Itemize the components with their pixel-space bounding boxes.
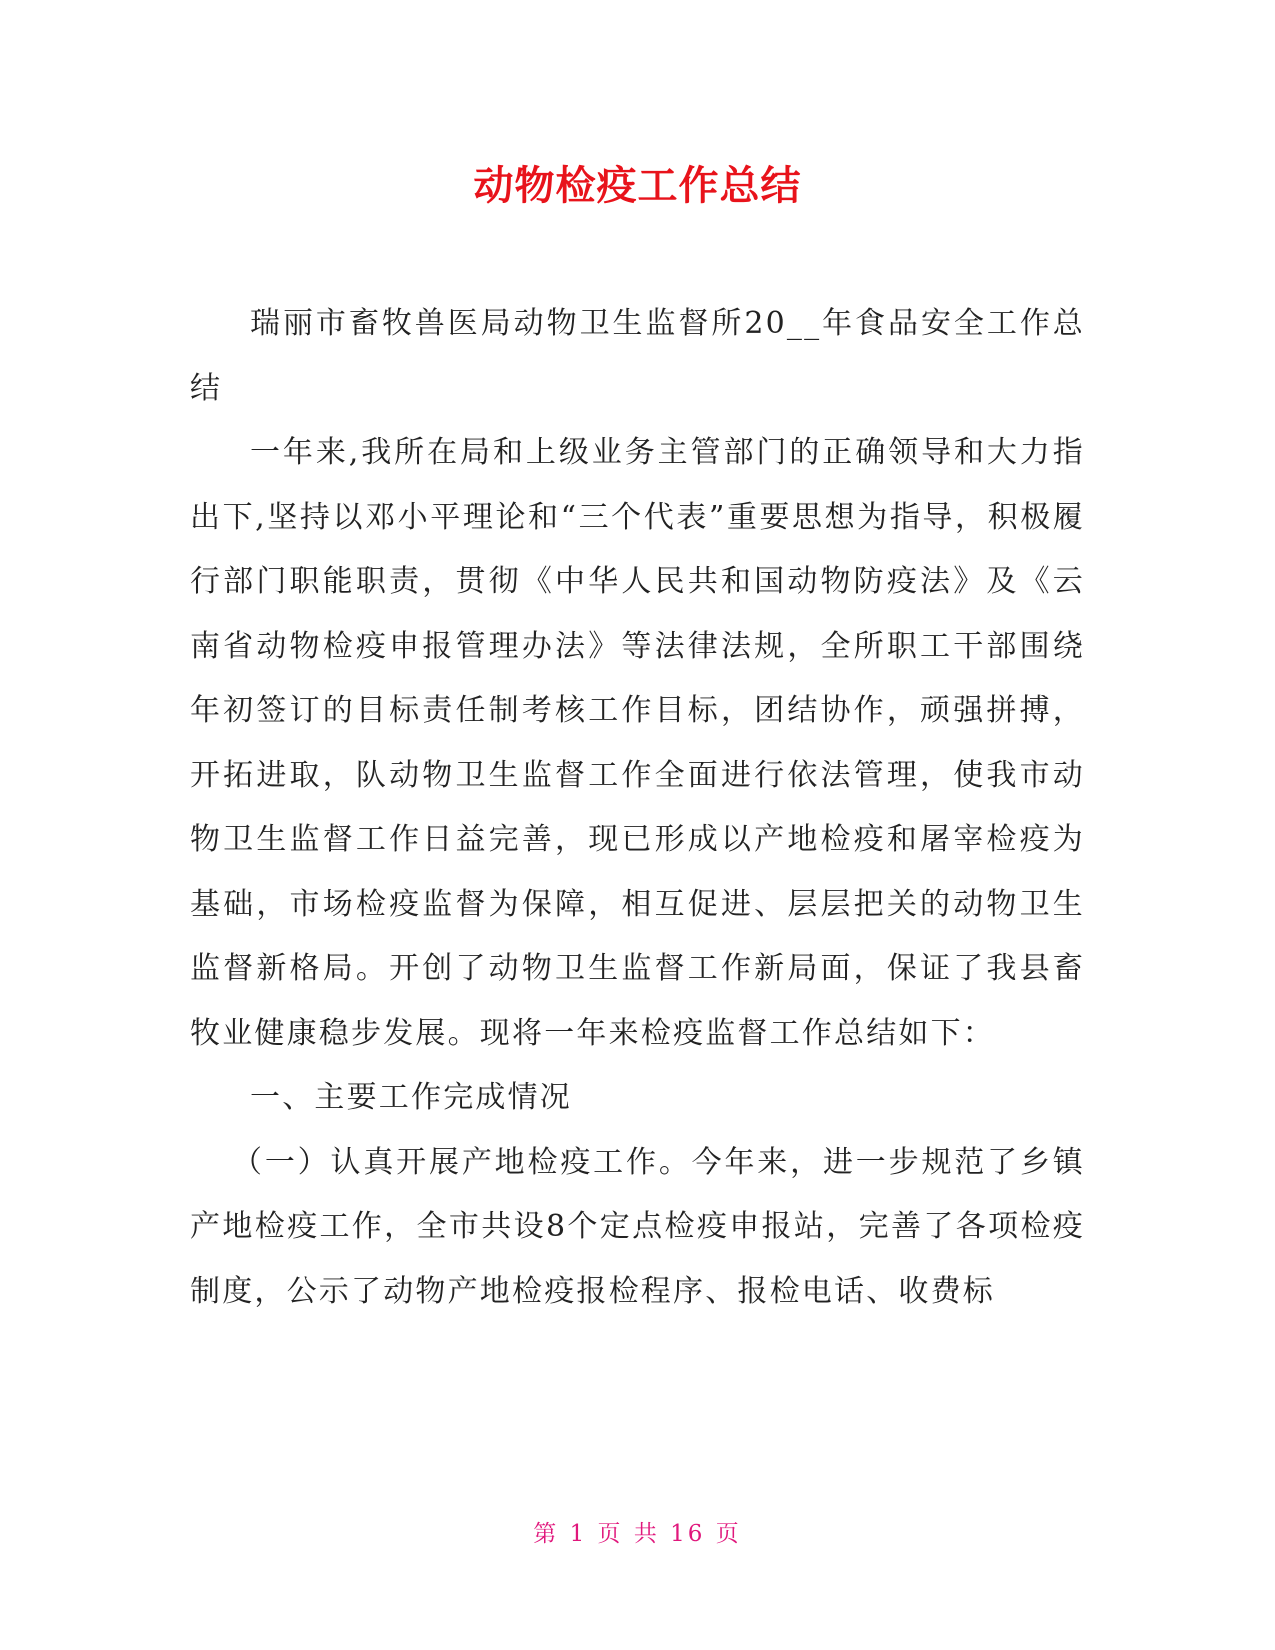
section-heading: 一、主要工作完成情况 xyxy=(250,1080,572,1115)
paragraph-intro: 一年来,我所在局和上级业务主管部门的正确领导和大力指出下,坚持以邓小平理论和“三个代表”重要思想为指导，积极履行部门职能职责，贯彻《中华人民共和国动物防疫法》及《云南省动物检疫申报管理办法》等法律法规，全所职工干部围绕年初签订的目标责任制考核工作目标，团结协作，顽强拼搏，开拓进取，队动物卫生监督工作全面进行依法管理，使我市动物卫生监督工作日益完善，现已形成以产地检疫和屠宰检疫为基础，市场检疫监督为保障，相互促进、层层把关的动物卫生监督新格局。开创了动物卫生监督工作新局面，保证了我县畜牧业健康稳步发展。现将一年来检疫监督工作总结如下： xyxy=(190,435,1085,1051)
page-number-footer: 第 1 页 共 16 页 xyxy=(533,1521,742,1547)
document-body xyxy=(190,292,1085,1324)
paragraph-section-1: （一）认真开展产地检疫工作。今年来，进一步规范了乡镇产地检疫工作，全市共设8个定点检疫申报站，完善了各项检疫制度，公示了动物产地检疫报检程序、报检电话、收费标 xyxy=(190,1144,1085,1309)
paragraph-heading-line: 瑞丽市畜牧兽医局动物卫生监督所20__年食品安全工作总结 xyxy=(190,306,1085,406)
document-title: 动物检疫工作总结 xyxy=(473,163,802,209)
